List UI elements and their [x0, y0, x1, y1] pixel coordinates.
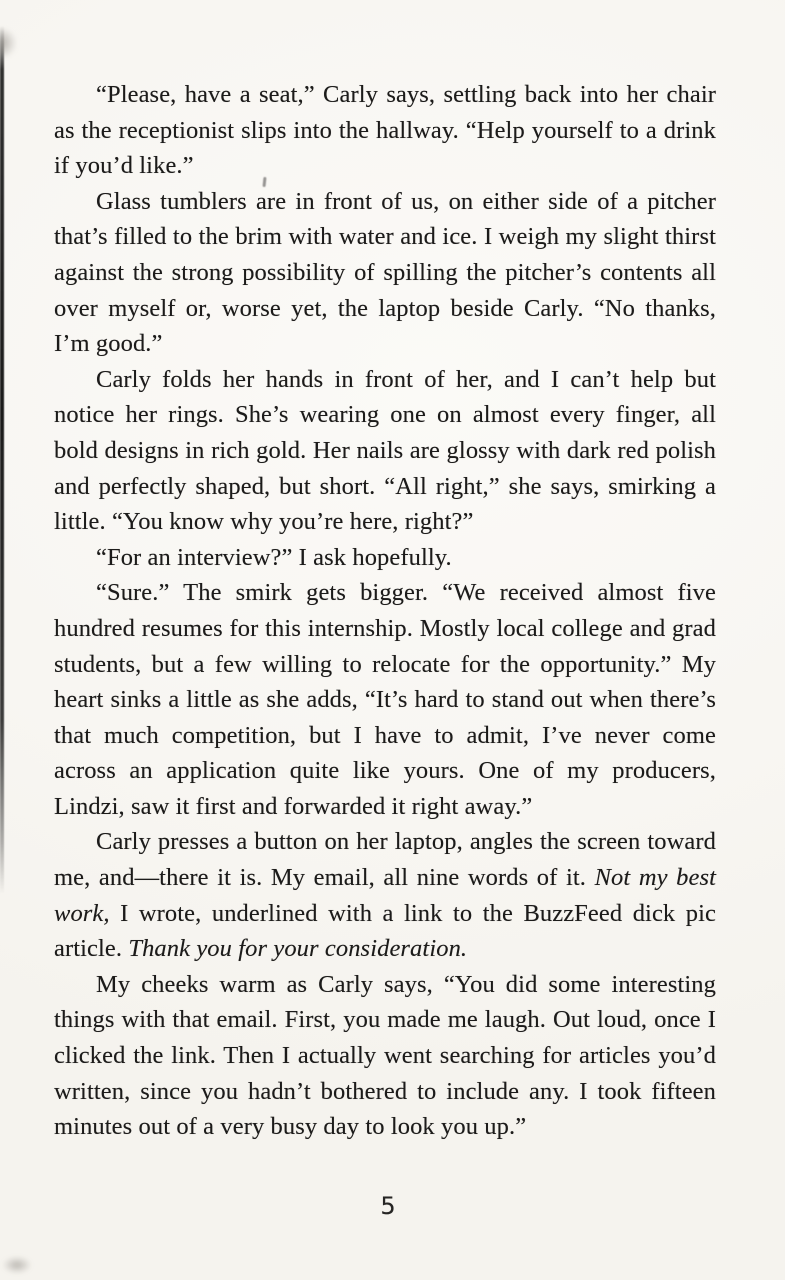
italic-text-run: Thank you for your consideration. [128, 935, 468, 963]
italic-text-run: Not my best work, [54, 864, 717, 927]
paragraph [54, 824, 716, 966]
body-text [54, 77, 716, 1145]
scan-smudge-top-left [0, 28, 16, 58]
text-run: Carly presses a button on her laptop, angles the screen toward me, and—there it is. My email, all nine words of it. [54, 828, 716, 892]
paragraph: “Sure.” The smirk gets bigger. “We received almost five hundred resumes for this internship. Mostly local college and grad students, but a few willing to relocate for the opportunity.” My heart sinks a little as she adds, “It’s hard to stand out when there’s that much competition, but I have to admit, I’ve never come across an application quite like yours. One of my producers, Lindzi, saw it first and forwarded it right away.” [54, 579, 716, 820]
paragraph: “Please, have a seat,” Carly says, settling back into her chair as the receptionist slips into the hallway. “Help yourself to a drink if you’d like.” [54, 81, 716, 180]
page-number: 5 [380, 1192, 396, 1220]
paragraph: Glass tumblers are in front of us, on either side of a pitcher that’s filled to the brim with water and ice. I weigh my slight thirst against the strong possibility of spilling the pitcher’s contents all over myself or, worse yet, the laptop beside Carly. “No thanks, I’m good.” [54, 187, 716, 358]
text-run: I wrote, underlined with a link to the BuzzFeed dick pic article. [54, 899, 716, 963]
paragraph: “For an interview?” I ask hopefully. [96, 543, 452, 571]
paragraph: Carly folds her hands in front of her, and I can’t help but notice her rings. She’s wearing one on almost every finger, all bold designs in rich gold. Her nails are glossy with dark red polish and perfectly shaped, but short. “All right,” she says, smirking a little. “You know why you’re here, right?” [54, 365, 716, 536]
scan-smudge-bottom-left [2, 1256, 32, 1274]
paragraph: My cheeks warm as Carly says, “You did some interesting things with that email. First, you made me laugh. Out loud, once I clicked the link. Then I actually went searching for articles you’d written, since you hadn’t bothered to include any. I took fifteen minutes out of a very busy day to look you up.” [54, 970, 716, 1141]
scan-edge-shadow [0, 26, 4, 894]
